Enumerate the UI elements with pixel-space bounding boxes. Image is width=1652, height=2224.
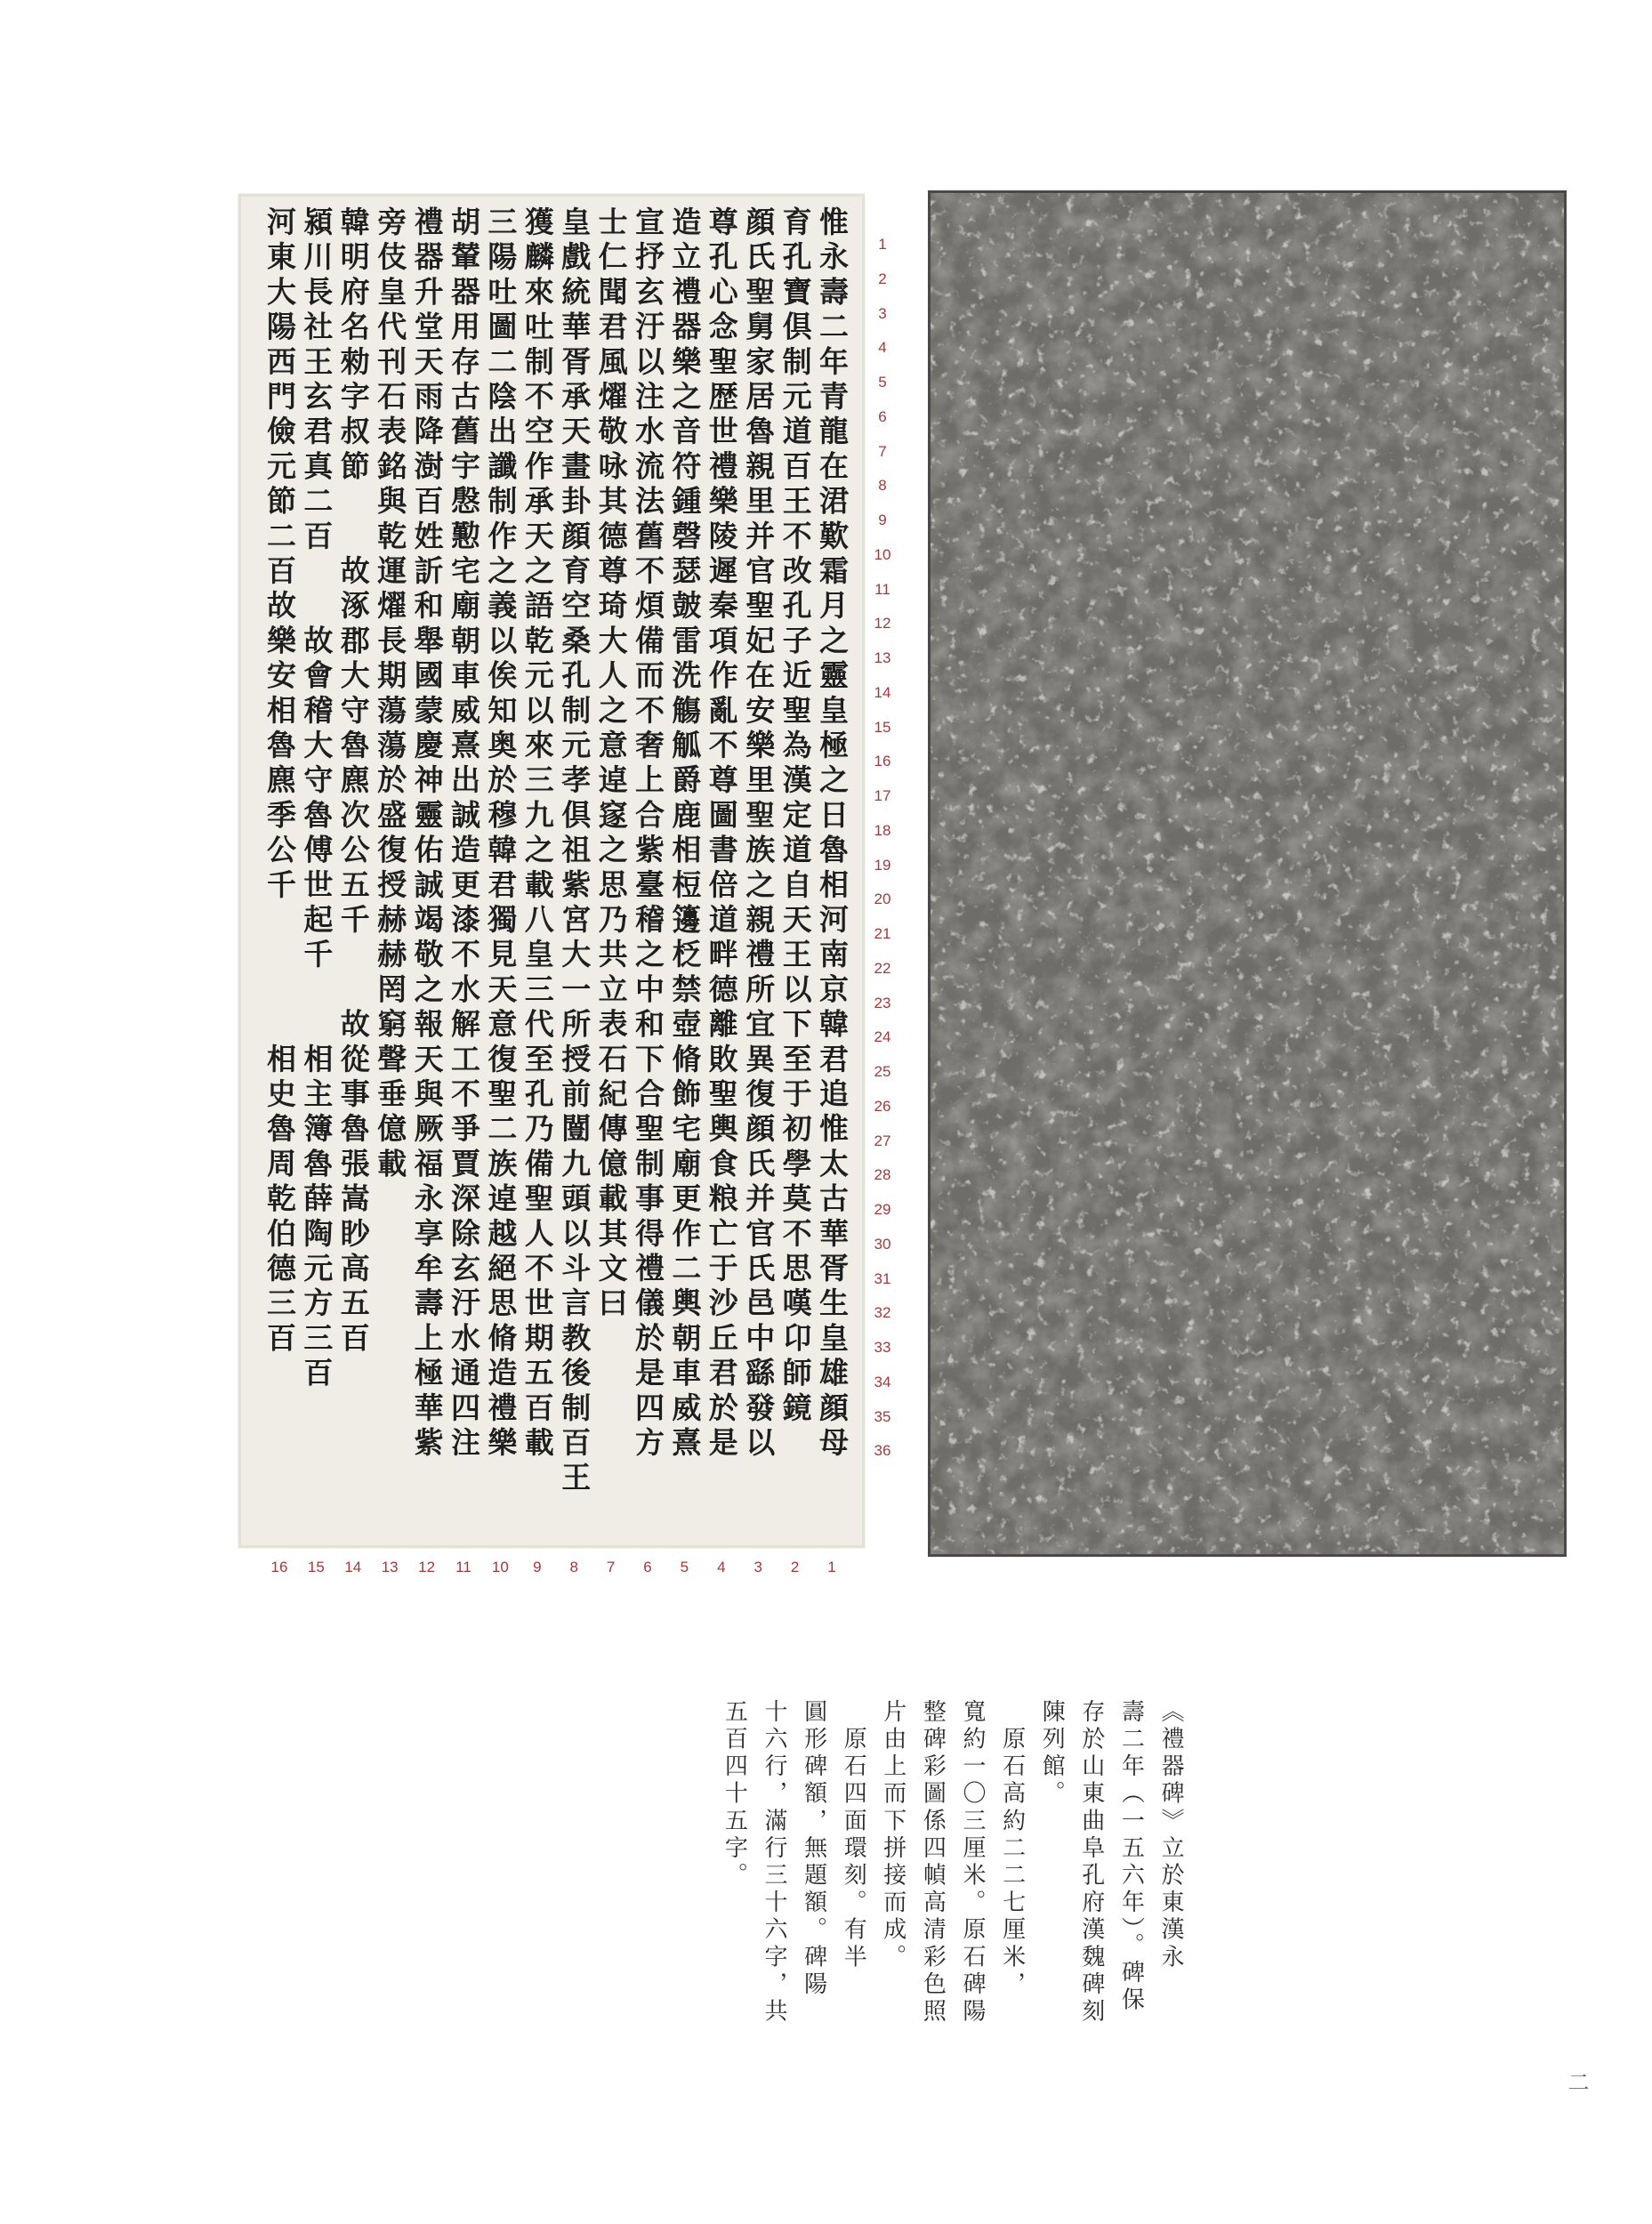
row-number: 5 (878, 374, 887, 391)
row-number: 26 (874, 1097, 891, 1115)
column-number: 1 (827, 1559, 836, 1575)
row-number: 29 (874, 1201, 891, 1218)
row-number: 32 (874, 1304, 891, 1322)
row-number: 33 (874, 1339, 891, 1356)
row-number: 14 (874, 683, 891, 701)
row-number: 18 (874, 821, 891, 839)
row-number: 27 (874, 1132, 891, 1149)
stele-rubbing-image (928, 190, 1567, 1557)
row-number: 6 (878, 407, 887, 425)
row-number: 4 (878, 339, 887, 357)
row-number: 34 (874, 1373, 891, 1390)
column-number: 5 (680, 1559, 689, 1575)
transcription-column-7: 士仁聞君風燿敬咏其德尊琦大人之意逴䆳之思乃共立表石紀傳億載其文曰 (593, 206, 629, 1323)
row-number: 21 (874, 925, 891, 942)
transcription-column-2: 育孔寶倶制元道百王不改孔子近聖為漢定道自天王以下至于初學莫不思嘆卬師鏡 (778, 206, 813, 1427)
transcription-column-16: 河東大陽西門儉元節二百故樂安相魯麃季公千 相史魯周乾伯德三百 (262, 206, 297, 1358)
column-number: 6 (643, 1559, 652, 1575)
row-number: 36 (874, 1442, 891, 1460)
row-number: 7 (878, 442, 887, 460)
column-number: 10 (491, 1559, 509, 1575)
row-number: 13 (874, 649, 891, 666)
transcription-column-6: 宣抒玄汙以注水流法舊不煩備而不奢上合紫臺稽之中和下合聖制事得禮儀於是四方 (631, 206, 665, 1463)
caption-line: 圓形碑額，無題額。碑陽 (800, 1699, 827, 1999)
row-number: 11 (874, 580, 890, 598)
caption-line: 十六行，滿行三十六字，共 (761, 1699, 787, 2027)
row-number: 28 (874, 1166, 891, 1184)
row-number: 19 (874, 856, 891, 874)
caption-line: 原石四面環刻。有半 (840, 1699, 867, 1971)
row-number: 22 (874, 959, 891, 977)
row-number: 8 (878, 477, 887, 495)
caption-line: 《禮器碑》立於東漢永 (1157, 1699, 1184, 1971)
caption-line: 五百四十五字。 (721, 1699, 748, 1890)
caption-line: 陳列館。 (1038, 1699, 1066, 1809)
column-number: 16 (270, 1559, 288, 1575)
transcription-column-13: 旁伎皇代刊石表銘與乾運燿長期蕩蕩於盛復授赫赫罔窮聲垂億載 (373, 206, 408, 1183)
row-number: 15 (874, 718, 891, 736)
column-number: 7 (606, 1559, 616, 1575)
column-number: 15 (307, 1559, 325, 1575)
page-number: 二 (1564, 2071, 1589, 2092)
caption-line: 壽二年（一五六年）。碑保 (1117, 1699, 1145, 2015)
row-number: 9 (878, 512, 887, 528)
transcription-column-3: 顔氏聖舅家居魯親里并官聖妃在安樂里聖族之親禮所宜異復顔氏并官氏邑中繇發以 (741, 206, 777, 1463)
transcription-column-10: 三陽吐圖二陰出讖制作之義以俟知奥於穆韓君獨見天意復聖二族逴越絕思脩造禮樂 (483, 206, 519, 1463)
row-number: 17 (874, 787, 891, 804)
transcription-column-9: 獲麟來吐制不空作承天之語乾元以來三九之載八皇三代至孔乃備聖人不世期五百載 (520, 206, 555, 1463)
row-number: 20 (874, 890, 891, 908)
column-number: 8 (569, 1559, 578, 1575)
caption-line: 片由上而下拼接而成。 (879, 1699, 907, 1971)
column-number: 11 (455, 1559, 471, 1575)
caption-line: 存於山東曲阜孔府漢魏碑刻 (1077, 1699, 1105, 2027)
row-number: 24 (874, 1028, 891, 1046)
column-number: 2 (790, 1559, 800, 1575)
caption-line: 原石高約二二七厘米， (998, 1699, 1026, 1999)
column-number: 3 (753, 1559, 762, 1575)
column-number: 14 (344, 1559, 362, 1575)
caption-line: 整碑彩圖係四幀高清彩色照 (919, 1699, 947, 2027)
row-number: 23 (874, 994, 891, 1011)
transcription-column-8: 皇戲統華胥承天畫卦顔育空桑孔制元孝倶祖紫宮大一所授前闓九頭以斗言教後制百王 (557, 206, 592, 1497)
column-number: 12 (418, 1559, 436, 1575)
row-number: 35 (874, 1407, 891, 1425)
transcription-column-1: 惟永壽二年青龍在涒歎霜月之靈皇極之日魯相河南京韓君追惟太古華胥生皇雄顔母 (815, 206, 850, 1463)
row-number: 1 (878, 236, 887, 253)
transcription-column-5: 造立禮器樂之音符鍾磬瑟皷雷洗觴觚爵鹿相梪籩柉禁壺脩飾宅廟更作二輿朝車威熹 (667, 206, 703, 1463)
row-number: 2 (878, 270, 887, 287)
column-number: 9 (533, 1559, 542, 1575)
row-number: 16 (874, 753, 891, 770)
transcription-column-4: 尊孔心念聖歴世禮樂陵遲秦項作亂不尊圖書倍道畔德離敗聖輿食粮亡于沙丘君於是 (704, 206, 739, 1463)
column-number: 4 (717, 1559, 726, 1575)
caption-line: 寬約一〇三厘米。原石碑陽 (959, 1699, 986, 2027)
row-number: 10 (874, 545, 891, 563)
row-number: 12 (874, 615, 891, 633)
row-number: 25 (874, 1063, 891, 1080)
column-number: 13 (381, 1559, 399, 1575)
row-number: 3 (878, 304, 887, 322)
transcription-column-11: 胡輦器用存古舊宇慇懃宅廟朝車威熹出誠造更漆不水解工不爭賈深除玄汙水通四注 (447, 206, 481, 1463)
transcription-column-14: 韓明府名勑字叔節 故涿郡大守魯麃次公五千 故從事魯張嵩眇高五百 (335, 206, 371, 1358)
transcription-column-15: 潁川長社王玄君真二百 故會稽大守魯傅世起千 相主簿魯薛陶元方三百 (299, 206, 334, 1392)
row-number: 30 (874, 1235, 891, 1253)
transcription-column-12: 禮器升堂天雨降澍百姓訢和舉國蒙慶神靈佑誠竭敬之報天與厥福永享牟壽上極華紫 (409, 206, 445, 1463)
row-number: 31 (874, 1269, 891, 1287)
